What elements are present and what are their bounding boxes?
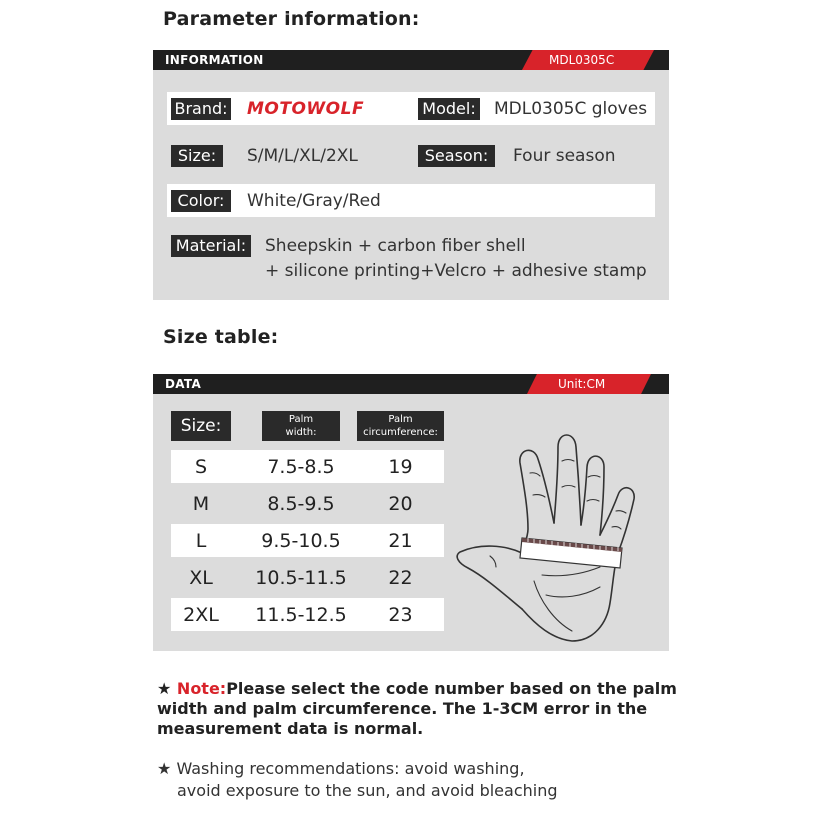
parameter-heading: Parameter information: bbox=[163, 8, 420, 30]
note-line1 bbox=[157, 679, 677, 699]
circumference-cell: 21 bbox=[388, 530, 413, 552]
width-cell: 10.5-11.5 bbox=[255, 567, 347, 589]
star-icon: ★ bbox=[157, 679, 172, 698]
palm-circumference-header-line2: circumference: bbox=[363, 427, 438, 438]
season-value: Four season bbox=[513, 146, 616, 166]
star-icon: ★ bbox=[157, 759, 172, 778]
material-value-line1: Sheepskin + carbon fiber shell bbox=[265, 236, 526, 256]
model-code: MDL0305C bbox=[549, 53, 615, 67]
brand-value: MOTOWOLF bbox=[247, 99, 365, 119]
size-cell: S bbox=[194, 456, 208, 478]
size-table-heading: Size table: bbox=[163, 326, 279, 348]
measuring-tape-icon bbox=[518, 534, 628, 574]
width-cell: 9.5-10.5 bbox=[261, 530, 341, 552]
washing-text-line1: Washing recommendations: avoid washing, bbox=[176, 759, 525, 778]
color-row bbox=[167, 184, 655, 217]
palm-width-header-line1: Palm bbox=[288, 414, 314, 425]
size-label: Size: bbox=[171, 145, 223, 167]
circumference-cell: 22 bbox=[388, 567, 413, 589]
brand-label: Brand: bbox=[171, 98, 231, 120]
model-value: MDL0305C gloves bbox=[494, 99, 648, 119]
material-label: Material: bbox=[171, 235, 251, 257]
size-cell: M bbox=[192, 493, 210, 515]
unit-label: Unit:CM bbox=[558, 377, 606, 391]
size-cell: 2XL bbox=[183, 604, 219, 626]
washing-block bbox=[157, 758, 677, 802]
palm-circumference-header bbox=[357, 411, 444, 441]
circumference-cell: 23 bbox=[388, 604, 413, 626]
width-cell: 8.5-9.5 bbox=[267, 493, 335, 515]
data-title: DATA bbox=[165, 377, 202, 391]
palm-width-header-line2: width: bbox=[285, 427, 317, 438]
color-label: Color: bbox=[171, 190, 231, 212]
model-label: Model: bbox=[418, 98, 480, 120]
circumference-cell: 20 bbox=[388, 493, 413, 515]
note-block bbox=[157, 679, 677, 739]
color-value: White/Gray/Red bbox=[247, 191, 381, 211]
size-cell: L bbox=[195, 530, 207, 552]
season-label: Season: bbox=[418, 145, 495, 167]
washing-text-line2: avoid exposure to the sun, and avoid bleaching bbox=[177, 781, 558, 800]
size-column-header: Size: bbox=[171, 411, 231, 441]
note-label: Note: bbox=[176, 679, 227, 698]
palm-circumference-header-line1: Palm bbox=[388, 414, 413, 425]
palm-width-header bbox=[262, 411, 340, 441]
note-text-line2: width and palm circumference. The 1-3CM error in the bbox=[157, 699, 648, 718]
washing-line1 bbox=[157, 758, 677, 780]
note-text-line3: measurement data is normal. bbox=[157, 719, 424, 738]
information-title: INFORMATION bbox=[165, 53, 264, 67]
material-value-line2: + silicone printing+Velcro + adhesive stamp bbox=[265, 261, 647, 281]
note-text-line1: Please select the code number based on the palm bbox=[226, 679, 677, 698]
width-cell: 7.5-8.5 bbox=[267, 456, 335, 478]
size-value: S/M/L/XL/2XL bbox=[247, 146, 358, 166]
size-cell: XL bbox=[189, 567, 213, 589]
width-cell: 11.5-12.5 bbox=[255, 604, 347, 626]
circumference-cell: 19 bbox=[388, 456, 413, 478]
